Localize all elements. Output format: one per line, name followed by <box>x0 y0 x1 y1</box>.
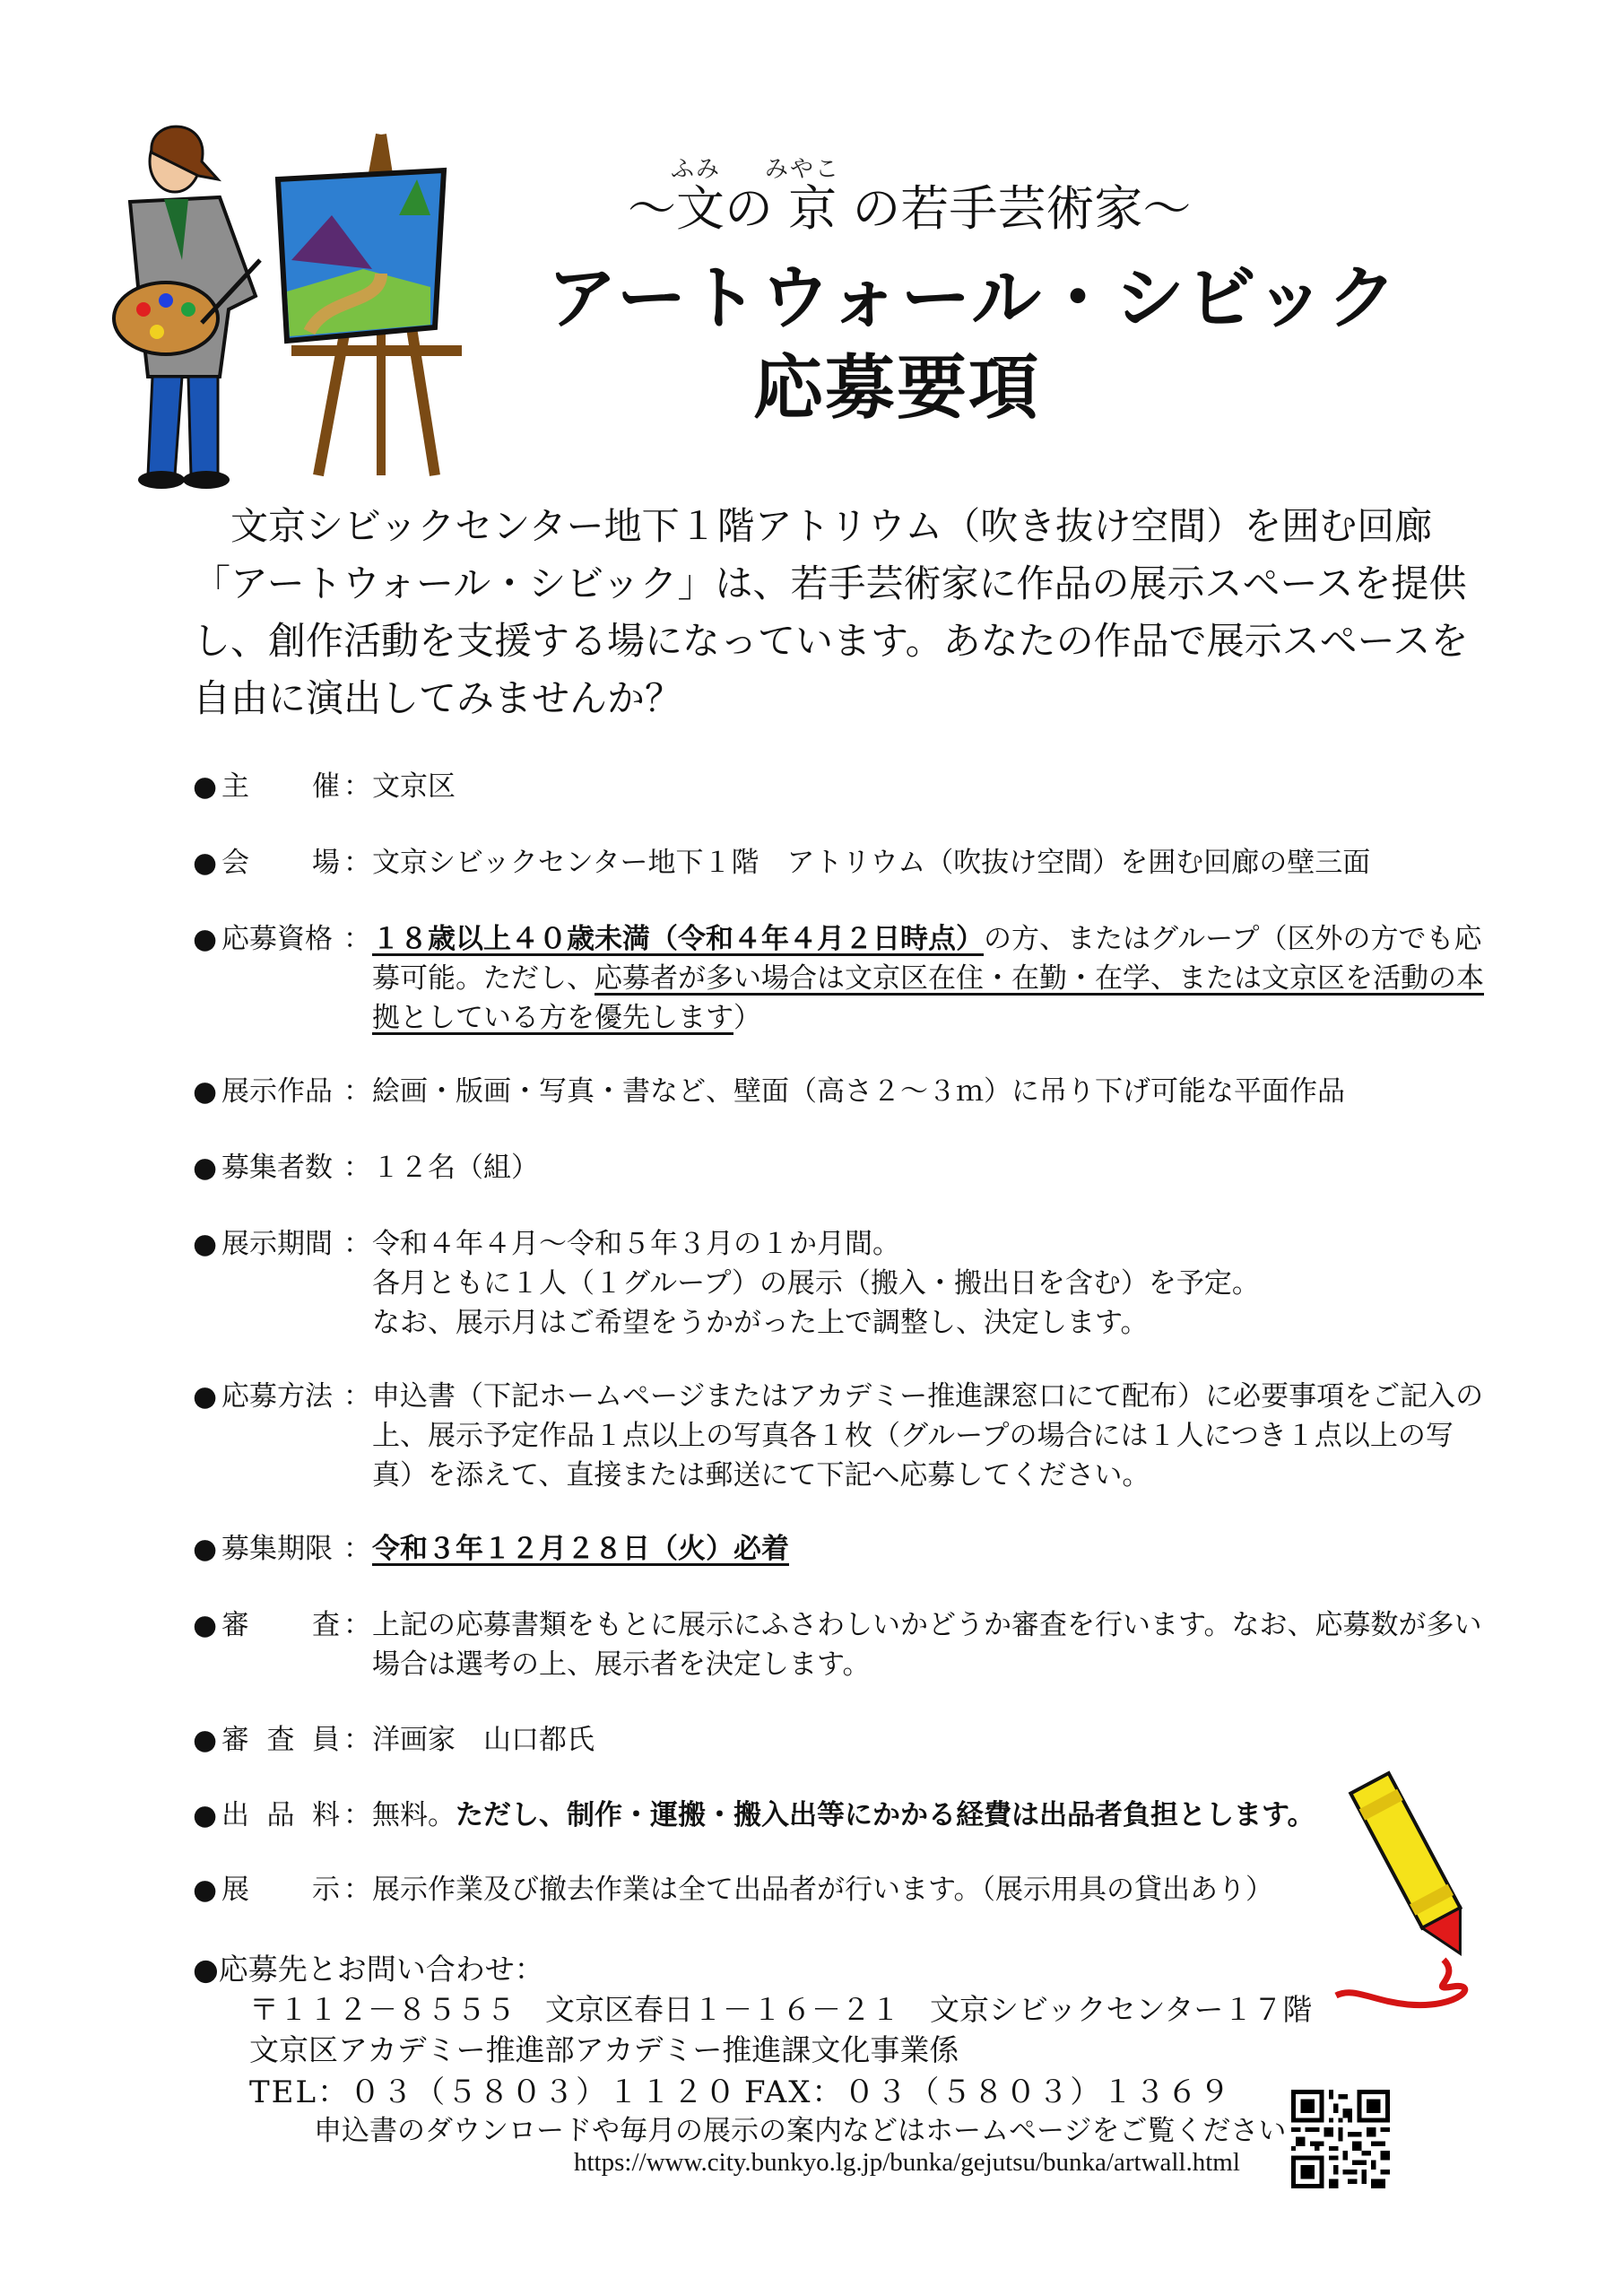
colon: ： <box>343 847 371 879</box>
colon: ： <box>343 1075 371 1108</box>
bullet: ● <box>193 1952 219 1987</box>
ruby-miyako: みやこ <box>765 156 841 183</box>
label-char: 出 <box>221 1799 249 1831</box>
item-label: 応募方法 <box>221 1380 333 1413</box>
bullet: ● <box>193 1874 218 1906</box>
bullet: ● <box>193 770 218 803</box>
eligibility-priority: 応募者が多い場合は文京区在住・在勤・在学、または文京区を活動の本拠としている方を優先します <box>372 962 1484 1034</box>
label-char: 主 <box>221 770 249 803</box>
item-value: 洋画家 山口都氏 <box>372 1724 595 1756</box>
item-label: 応募資格 <box>221 923 333 955</box>
item-label <box>221 767 340 806</box>
item-value: 令和３年１２月２８日（火）必着 <box>372 1533 789 1565</box>
bullet: ● <box>193 1724 218 1756</box>
colon: ： <box>343 1533 371 1565</box>
label-char: 会 <box>221 847 249 879</box>
item-value: 展示作業及び撤去作業は全て出品者が行います。（展示用具の貸出あり） <box>372 1874 1274 1906</box>
label-char: 品 <box>266 1799 295 1831</box>
contact-note: 申込書のダウンロードや毎月の展示の案内などはホームページをご覧ください <box>314 2115 1287 2147</box>
colon: ： <box>343 1380 371 1413</box>
colon: ： <box>343 923 371 955</box>
colon: ： <box>343 1228 371 1260</box>
contact-fax: FAX：０３（５８０３）１３６９ <box>744 2074 1232 2110</box>
bullet: ● <box>193 1533 218 1565</box>
contact-department: 文京区アカデミー推進部アカデミー推進課文化事業係 <box>249 2032 959 2067</box>
contact-url[interactable]: https://www.city.bunkyo.lg.jp/bunka/gejutsu/bunka/artwall.html <box>574 2148 1240 2177</box>
item-value: 絵画・版画・写真・書など、壁面（高さ２～３ｍ）に吊り下げ可能な平面作品 <box>372 1075 1345 1108</box>
item-value <box>372 919 1484 1038</box>
label-char: 査 <box>312 1609 340 1641</box>
page-title: アートウォール・シビック <box>547 258 1399 339</box>
item-label <box>221 1720 340 1760</box>
colon: ： <box>343 1874 371 1906</box>
bullet: ● <box>193 923 218 955</box>
fee-note: ただし、制作・運搬・搬入出等にかかる経費は出品者負担とします。 <box>456 1799 1315 1831</box>
bullet: ● <box>193 847 218 879</box>
item-label: 募集期限 <box>221 1533 333 1565</box>
label-char: 催 <box>312 770 340 803</box>
period-line: 各月ともに１人（１グループ）の展示（搬入・搬出日を含む）を予定。 <box>372 1267 1260 1300</box>
colon: ： <box>343 1799 371 1831</box>
fee-free: 無料。 <box>372 1799 456 1831</box>
eligibility-text: の方、またはグループ（区外の方でも応募可能。ただし、 <box>372 923 1482 995</box>
label-char: 査 <box>266 1724 295 1756</box>
item-label: 募集者数 <box>221 1152 333 1184</box>
colon: ： <box>343 770 371 803</box>
item-value <box>372 1224 1484 1343</box>
label-char: 審 <box>221 1724 249 1756</box>
label-char: 員 <box>312 1724 340 1756</box>
item-label <box>221 1870 340 1909</box>
period-line: 令和４年４月～令和５年３月の１か月間。 <box>372 1228 900 1260</box>
item-label <box>221 843 340 883</box>
page-title-line2: 応募要項 <box>753 348 1041 429</box>
label-char: 場 <box>312 847 340 879</box>
label-char: 審 <box>221 1609 249 1641</box>
label-char: 料 <box>312 1799 340 1831</box>
colon: ： <box>343 1152 371 1184</box>
label-char: 示 <box>312 1874 340 1906</box>
period-line: なお、展示月はご希望をうかがった上で調整し、決定します。 <box>372 1307 1149 1339</box>
contact-tel: TEL：０３（５８０３）１１２０ <box>249 2074 738 2110</box>
item-label: 展示作品 <box>221 1075 333 1108</box>
qr-code[interactable] <box>1291 2090 1390 2188</box>
item-label <box>221 1796 340 1835</box>
contact-heading-text: 応募先とお問い合わせ： <box>218 1952 544 1987</box>
intro-paragraph <box>193 498 1484 727</box>
eligibility-age: １８歳以上４０歳未満（令和４年４月２日時点） <box>372 923 984 955</box>
colon: ： <box>343 1724 371 1756</box>
item-value: 上記の応募書類をもとに展示にふさわしいかどうか審査を行います。なお、応募数が多い場合は選考の上、展示者を決定します。 <box>372 1609 1482 1681</box>
colon: ： <box>343 1609 371 1641</box>
item-value <box>372 1796 1430 1835</box>
bullet: ● <box>193 1380 218 1413</box>
label-char: 展 <box>221 1874 249 1906</box>
crayon-illustration <box>1327 1753 1506 2022</box>
item-label <box>221 1605 340 1645</box>
item-value: 申込書（下記ホームページまたはアカデミー推進課窓口にて配布）に必要事項をご記入の上、展示予定作品１点以上の写真各１枚（グループの場合には１人につき１点以上の写真）を添えて、直接または郵送にて下記へ応募してください。 <box>372 1380 1484 1492</box>
item-value: 文京区 <box>372 770 456 803</box>
bullet: ● <box>193 1799 218 1831</box>
ruby-fumi: ふみ <box>671 156 722 183</box>
bullet: ● <box>193 1228 218 1260</box>
painter-illustration <box>112 117 471 493</box>
bullet: ● <box>193 1075 218 1108</box>
item-value: １２名（組） <box>372 1152 539 1184</box>
page-subtitle: ～文の 京 の若手芸術家～ <box>628 180 1192 237</box>
bullet: ● <box>193 1609 218 1641</box>
contact-heading <box>193 1946 544 1988</box>
intro-text: 文京シビックセンター地下１階アトリウム（吹き抜け空間）を囲む回廊「アートウォール・シビック」は、若手芸術家に作品の展示スペースを提供し、創作活動を支援する場になっています。あなたの作品で展示スペースを自由に演出してみませんか？ <box>193 504 1469 720</box>
item-label: 展示期間 <box>221 1228 333 1260</box>
bullet: ● <box>193 1152 218 1184</box>
item-value: 文京シビックセンター地下１階 アトリウム（吹抜け空間）を囲む回廊の壁三面 <box>372 847 1371 879</box>
contact-address: 〒１１２－８５５５ 文京区春日１－１６－２１ 文京シビックセンター１７階 <box>249 1992 1313 2027</box>
eligibility-close: ） <box>733 1002 761 1034</box>
